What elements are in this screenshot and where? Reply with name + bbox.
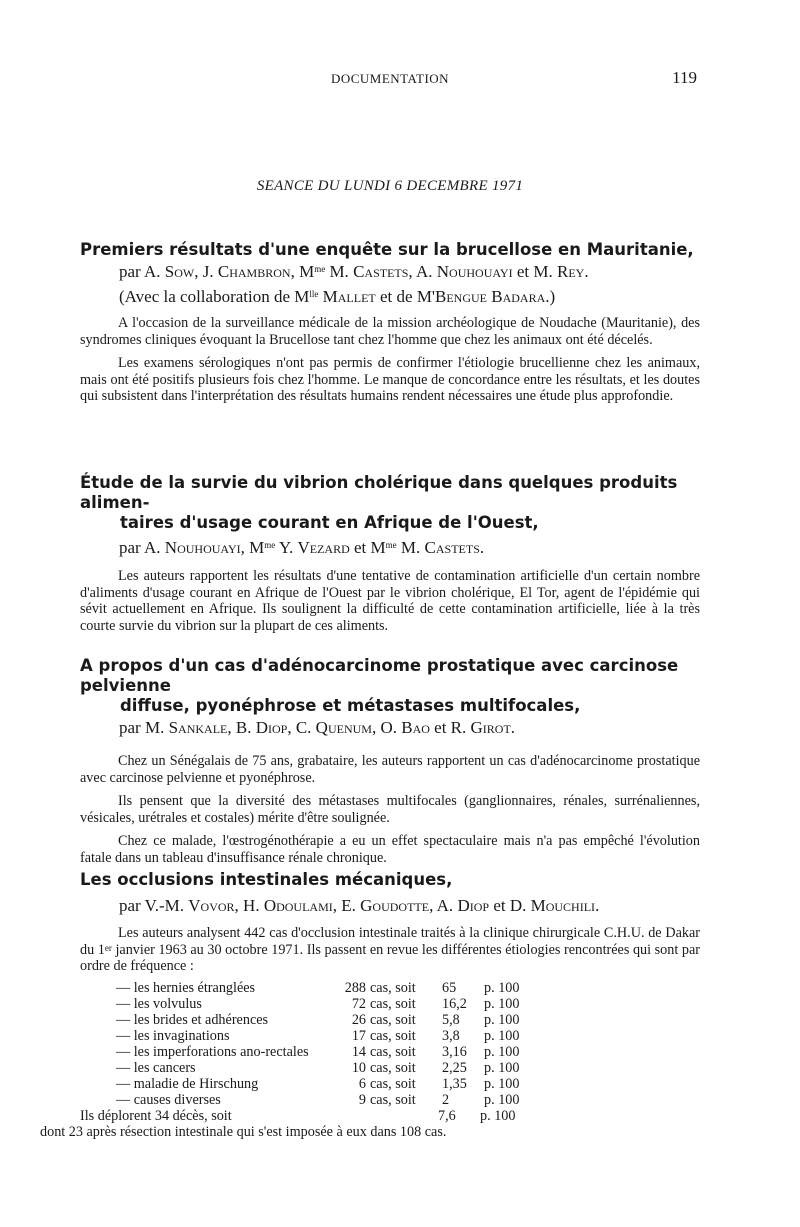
table-row [116,1092,519,1108]
row-percent: 3,8 [442,1027,460,1044]
row-count: 9 [358,1092,366,1109]
authors-text: M. [325,262,354,281]
author-name: Castets [424,538,480,557]
article-brucellose [80,240,700,405]
authors-text: , M [240,538,265,557]
table-row [116,1044,519,1060]
deaths-label: Ils déplorent 34 décès, soit [80,1108,232,1125]
paragraph [80,925,700,975]
authors-text: . [595,896,600,915]
page-number: 119 [672,68,697,87]
author-name: Nouhouayi [164,538,241,557]
paragraph: Chez ce malade, l'œstrogénothérapie a eu un effet spectaculaire mais n'a pas empêché l'évolution fatale dans un tableau d'insuffisance rénale chronique. [80,833,700,866]
authors-line [80,260,700,283]
row-label: — les invaginations [116,1027,230,1044]
collaboration-line [80,285,700,308]
article-occlusions [40,870,701,1141]
row-percent: 3,16 [442,1043,467,1060]
authors-text: . [584,262,589,281]
authors-text: .) [545,287,556,306]
row-unit: cas, soit [370,1011,416,1028]
article-body [80,315,700,405]
article-title [80,656,700,716]
row-count: 6 [358,1076,366,1093]
authors-text: par M. [119,718,169,737]
article-title [80,870,700,890]
title-line: Étude de la survie du vibrion cholérique dans quelques produits alimen- [80,473,678,512]
authors-text: , E. [332,896,361,915]
authors-text: et M. [512,262,557,281]
row-unit: cas, soit [370,1092,416,1109]
authors-line [80,716,700,739]
row-unit: cas, soit [370,1027,416,1044]
deaths-line [80,1108,515,1124]
title-superscript: lle [309,289,319,299]
authors-text: M. [396,538,425,557]
row-per: p. 100 [484,979,520,996]
row-count: 14 [351,1043,366,1060]
authors-text: , B. [227,718,256,737]
author-name: Bengue Badara [435,287,546,306]
table-row [116,980,519,996]
etiology-rows [116,980,519,1109]
authors-line [80,536,700,559]
row-count: 26 [351,1011,366,1028]
article-body [40,925,701,1141]
row-per: p. 100 [484,1076,520,1093]
table-row [116,996,519,1012]
author-name: Chambron [217,262,291,281]
session-heading: SEANCE DU LUNDI 6 DECEMBRE 1971 [256,178,524,194]
title-superscript: me [264,540,276,550]
authors-text: par V.-M. [119,896,189,915]
row-per: p. 100 [484,1043,520,1060]
authors-text: , O. [371,718,402,737]
row-label: — causes diverses [116,1092,221,1109]
row-percent: 16,2 [442,995,467,1012]
authors-text: et D. [489,896,531,915]
author-name: Mallet [322,287,376,306]
author-name: Girot [470,718,511,737]
author-name: Quenum [315,718,372,737]
authors-text: , A. [429,896,458,915]
authors-text: et R. [429,718,471,737]
deaths-row [80,1108,515,1124]
author-name: Rey [556,262,585,281]
paragraph: Ils pensent que la diversité des métastases multifocales (ganglionnaires, rénales, surrénaliennes, vésicales, urétrales et costales) mérite d'être soulignée. [80,793,700,826]
authors-text: . [479,538,485,557]
authors-text: , M [290,262,315,281]
title-superscript: me [385,540,397,550]
row-count: 17 [351,1027,366,1044]
author-name: Nouhouayi [436,262,513,281]
authors-text: (Avec la collaboration de M [119,287,310,306]
row-per: p. 100 [484,995,520,1012]
paragraph: A l'occasion de la surveillance médicale de la mission archéologique de Noudache (Mauritanie), des syndromes cliniques évoquant la Brucellose tant chez l'homme que chez les animaux ont été décelés. [80,315,700,348]
table-row [116,1012,519,1028]
row-percent: 2,25 [442,1059,467,1076]
row-count: 10 [351,1059,366,1076]
title-line: Premiers résultats d'une enquête sur la brucellose en Mauritanie, [80,240,694,259]
row-unit: cas, soit [370,1059,416,1076]
article-body [80,568,700,634]
authors-text: . [510,718,516,737]
etiology-table [116,980,519,1109]
title-line: diffuse, pyonéphrose et métastases multifocales, [120,696,581,715]
authors-text: , C. [287,718,316,737]
title-superscript: me [314,264,326,274]
article-title [80,473,700,533]
authors-line [80,894,700,917]
row-unit: cas, soit [370,979,416,996]
author-name: Sankale [168,718,228,737]
row-label: — les cancers [116,1059,196,1076]
row-label: — les hernies étranglées [116,979,256,996]
running-header [0,68,800,90]
paragraph: Les examens sérologiques n'ont pas permis de confirmer l'étiologie brucellienne chez les animaux, mais ont été positifs plusieurs fois chez l'homme. Le manque de concordance entre les résultats, et les doutes qui subsistent dans l'interprétation des résultats humains rendent nécessaires une étude plus approfondie. [80,355,700,404]
row-count: 72 [351,995,366,1012]
row-label: — les brides et adhérences [116,1011,269,1028]
author-name: Vovor [188,896,235,915]
intro-text: janvier 1963 au 30 octobre 1971. Ils passent en revue les différentes étiologies rencontrées qui sont par ordre de fréquence : [80,941,701,974]
article-vibrion [80,473,700,634]
row-count: 288 [344,979,366,996]
paragraph: Chez un Sénégalais de 75 ans, grabataire, les auteurs rapportent un cas d'adénocarcinome prostatique avec carcinose pelvienne et pyonéphrose. [80,753,700,786]
article-adenocarcinome [80,656,700,866]
author-name: Goudotte [360,896,430,915]
row-unit: cas, soit [370,1043,416,1060]
row-per: p. 100 [484,1092,520,1109]
row-percent: 5,8 [442,1011,460,1028]
final-line: dont 23 après résection intestinale qui s'est imposée à eux dans 108 cas. [40,1124,447,1141]
deaths-per: p. 100 [480,1108,516,1125]
author-name: Sow [164,262,195,281]
title-line: A propos d'un cas d'adénocarcinome prostatique avec carcinose pelvienne [80,656,679,695]
row-per: p. 100 [484,1059,520,1076]
row-percent: 65 [442,979,457,996]
row-label: — maladie de Hirschung [116,1076,259,1093]
title-line: Les occlusions intestinales mécaniques, [80,870,453,889]
article-title [80,240,700,260]
author-name: Castets [353,262,409,281]
intro-text: Les auteurs analysent 442 cas d'occlusion intestinale traités à la clinique chirurgicale C.H.U. de Dakar du 1 [80,925,700,958]
authors-text: Y. [275,538,298,557]
author-name: Diop [457,896,490,915]
author-name: Vezard [297,538,350,557]
row-unit: cas, soit [370,995,416,1012]
author-name: Odoulami [263,896,333,915]
authors-text: et M [349,538,386,557]
author-name: Mouchili [530,896,596,915]
author-name: Diop [255,718,288,737]
row-per: p. 100 [484,1027,520,1044]
title-line: taires d'usage courant en Afrique de l'Ouest, [120,513,539,532]
ordinal-superscript: er [104,942,112,953]
row-percent: 2 [442,1092,450,1109]
row-per: p. 100 [484,1011,520,1028]
row-unit: cas, soit [370,1076,416,1093]
running-title: DOCUMENTATION [330,71,450,86]
authors-text: par A. [119,262,165,281]
author-name: Bao [401,718,430,737]
row-percent: 1,35 [442,1076,467,1093]
row-label: — les volvulus [116,995,202,1012]
deaths-percent: 7,6 [438,1108,456,1125]
table-row [116,1060,519,1076]
authors-text: , A. [408,262,437,281]
authors-text: , H. [234,896,264,915]
authors-text: par A. [119,538,165,557]
authors-text: , J. [194,262,218,281]
authors-text: et de M' [375,287,435,306]
table-row [116,1028,519,1044]
row-label: — les imperforations ano-rectales [116,1043,309,1060]
article-body [80,753,700,866]
table-row [116,1076,519,1092]
paragraph: Les auteurs rapportent les résultats d'une tentative de contamination artificielle d'un certain nombre d'aliments d'usage courant en Afrique de l'Ouest par le vibrion cholérique, El Tor, agent de l'épidémie qui sévit actuellement en Afrique. Ils soulignent la difficulté de cette contamination artificielle, liée à la très courte survie du vibrion sur la plupart de ces aliments. [80,568,700,634]
